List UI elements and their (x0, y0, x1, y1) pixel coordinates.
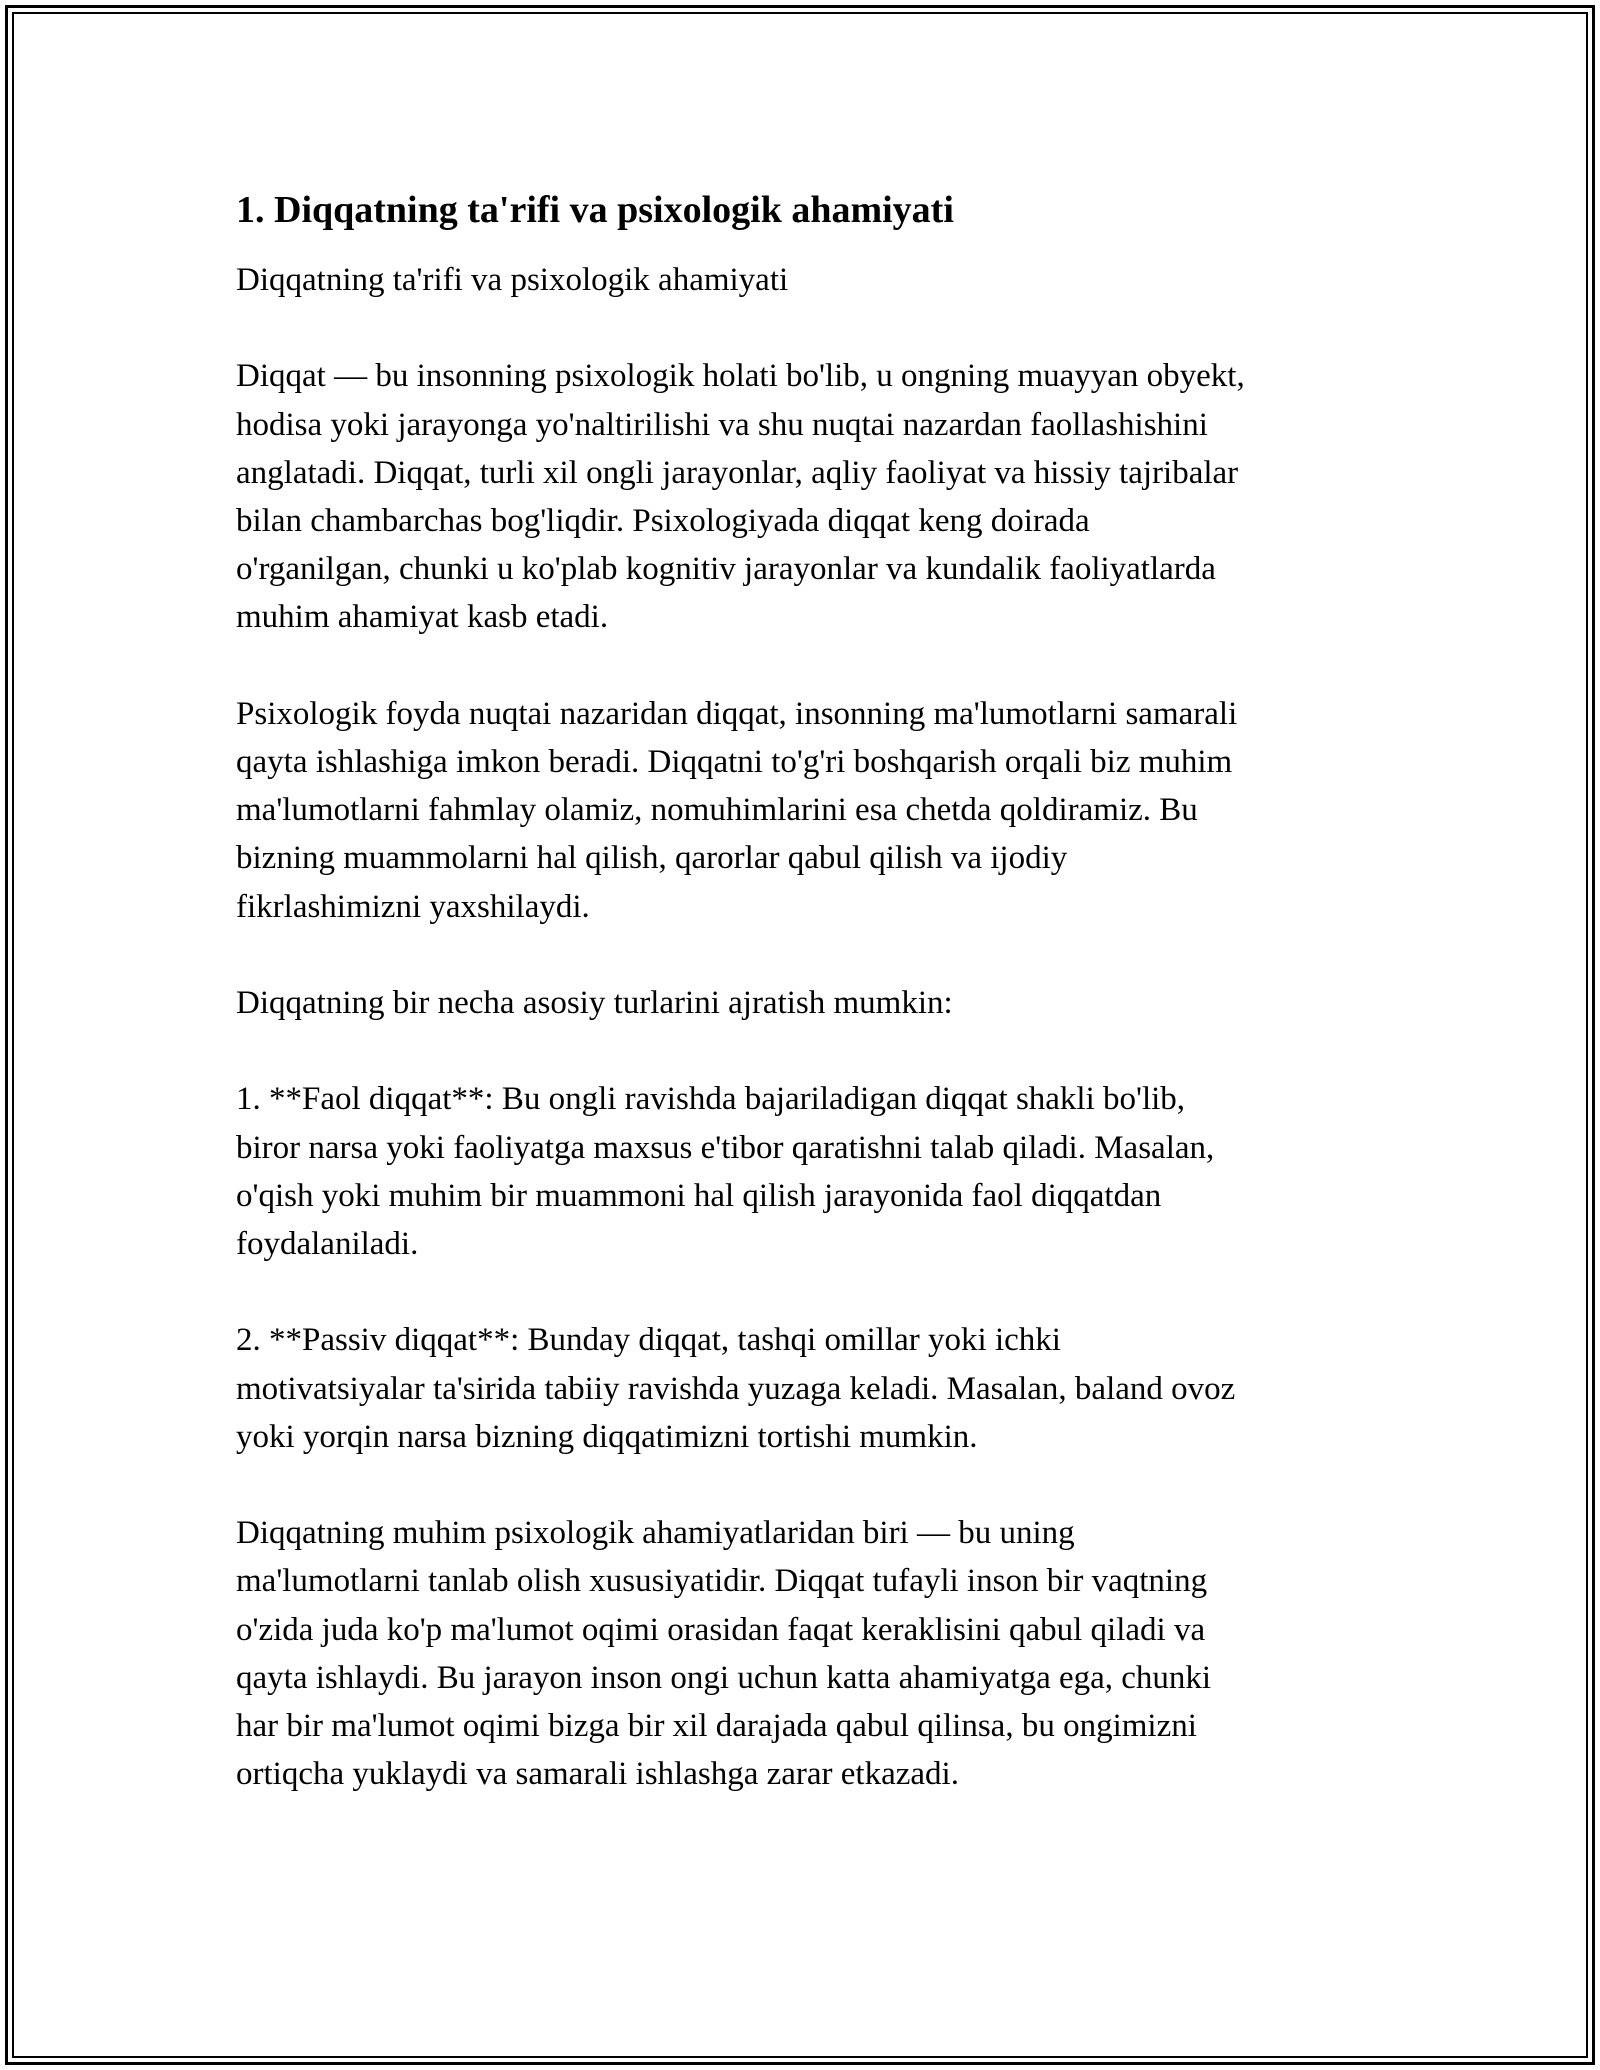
paragraph-line: har bir ma'lumot oqimi bizga bir xil darajada qabul qilinsa, bu ongimizni (236, 1708, 1197, 1744)
paragraph (236, 1075, 1366, 1268)
paragraph-line: muhim ahamiyat kasb etadi. (236, 599, 609, 636)
section-heading: 1. Diqqatning ta'rifi va psixologik ahamiyati (236, 189, 954, 231)
paragraph-line: Diqqatning bir necha asosiy turlarini ajratish mumkin: (236, 985, 953, 1021)
paragraph (236, 1509, 1366, 1798)
paragraph-line: 2. **Passiv diqqat**: Bunday diqqat, tashqi omillar yoki ichki (236, 1322, 1061, 1359)
paragraph-line: ortiqcha yuklaydi va samarali ishlashga zarar etkazadi. (236, 1756, 959, 1793)
paragraph-list (236, 256, 1366, 1798)
paragraph-line: o'qish yoki muhim bir muammoni hal qilish jarayonida faol diqqatdan (236, 1177, 1162, 1214)
paragraph-line: fikrlashimizni yaxshilaydi. (236, 888, 590, 925)
paragraph-line: biror narsa yoki faoliyatga maxsus e'tibor qaratishni talab qiladi. Masalan, (236, 1129, 1215, 1166)
paragraph-line: ma'lumotlarni tanlab olish xususiyatidir. Diqqat tufayli inson bir vaqtning (236, 1563, 1208, 1600)
paragraph-line: foydalaniladi. (236, 1226, 419, 1262)
paragraph-line: bizning muammolarni hal qilish, qarorlar qabul qilish va ijodiy (236, 840, 1068, 877)
paragraph-line: o'zida juda ko'p ma'lumot oqimi orasidan faqat keraklisini qabul qiladi va (236, 1611, 1206, 1648)
paragraph-line: yoki yorqin narsa bizning diqqatimizni tortishi mumkin. (236, 1418, 978, 1455)
paragraph (236, 979, 1366, 1027)
paragraph (236, 256, 1366, 304)
paragraph-line: o'rganilgan, chunki u ko'plab kognitiv jarayonlar va kundalik faoliyatlarda (236, 551, 1216, 588)
paragraph (236, 352, 1366, 641)
paragraph-line: Psixologik foyda nuqtai nazaridan diqqat, insonning ma'lumotlarni samarali (236, 695, 1238, 732)
paragraph-line: anglatadi. Diqqat, turli xil ongli jarayonlar, aqliy faoliyat va hissiy tajribalar (236, 454, 1239, 491)
paragraph-line: Diqqatning ta'rifi va psixologik ahamiyati (236, 262, 789, 298)
paragraph-line: qayta ishlashiga imkon beradi. Diqqatni to'g'ri boshqarish orqali biz muhim (236, 744, 1233, 780)
paragraph-line: qayta ishlaydi. Bu jarayon inson ongi uchun katta ahamiyatga ega, chunki (236, 1659, 1212, 1696)
paragraph-line: Diqqat — bu insonning psixologik holati bo'lib, u ongning muayyan obyekt, (236, 358, 1245, 395)
paragraph (236, 690, 1366, 931)
paragraph-line: bilan chambarchas bog'liqdir. Psixologiyada diqqat keng doirada (236, 503, 1090, 539)
paragraph-line: ma'lumotlarni fahmlay olamiz, nomuhimlarini esa chetda qoldiramiz. Bu (236, 792, 1198, 829)
paragraph-line: 1. **Faol diqqat**: Bu ongli ravishda bajariladigan diqqat shakli bo'lib, (236, 1081, 1186, 1118)
paragraph-line: hodisa yoki jarayonga yo'naltirilishi va shu nuqtai nazardan faollashishini (236, 406, 1208, 443)
paragraph-line: motivatsiyalar ta'sirida tabiiy ravishda yuzaga keladi. Masalan, baland ovoz (236, 1370, 1236, 1407)
document-body (236, 186, 1366, 1847)
paragraph-line: Diqqatning muhim psixologik ahamiyatlaridan biri — bu uning (236, 1515, 1075, 1552)
paragraph (236, 1316, 1366, 1461)
